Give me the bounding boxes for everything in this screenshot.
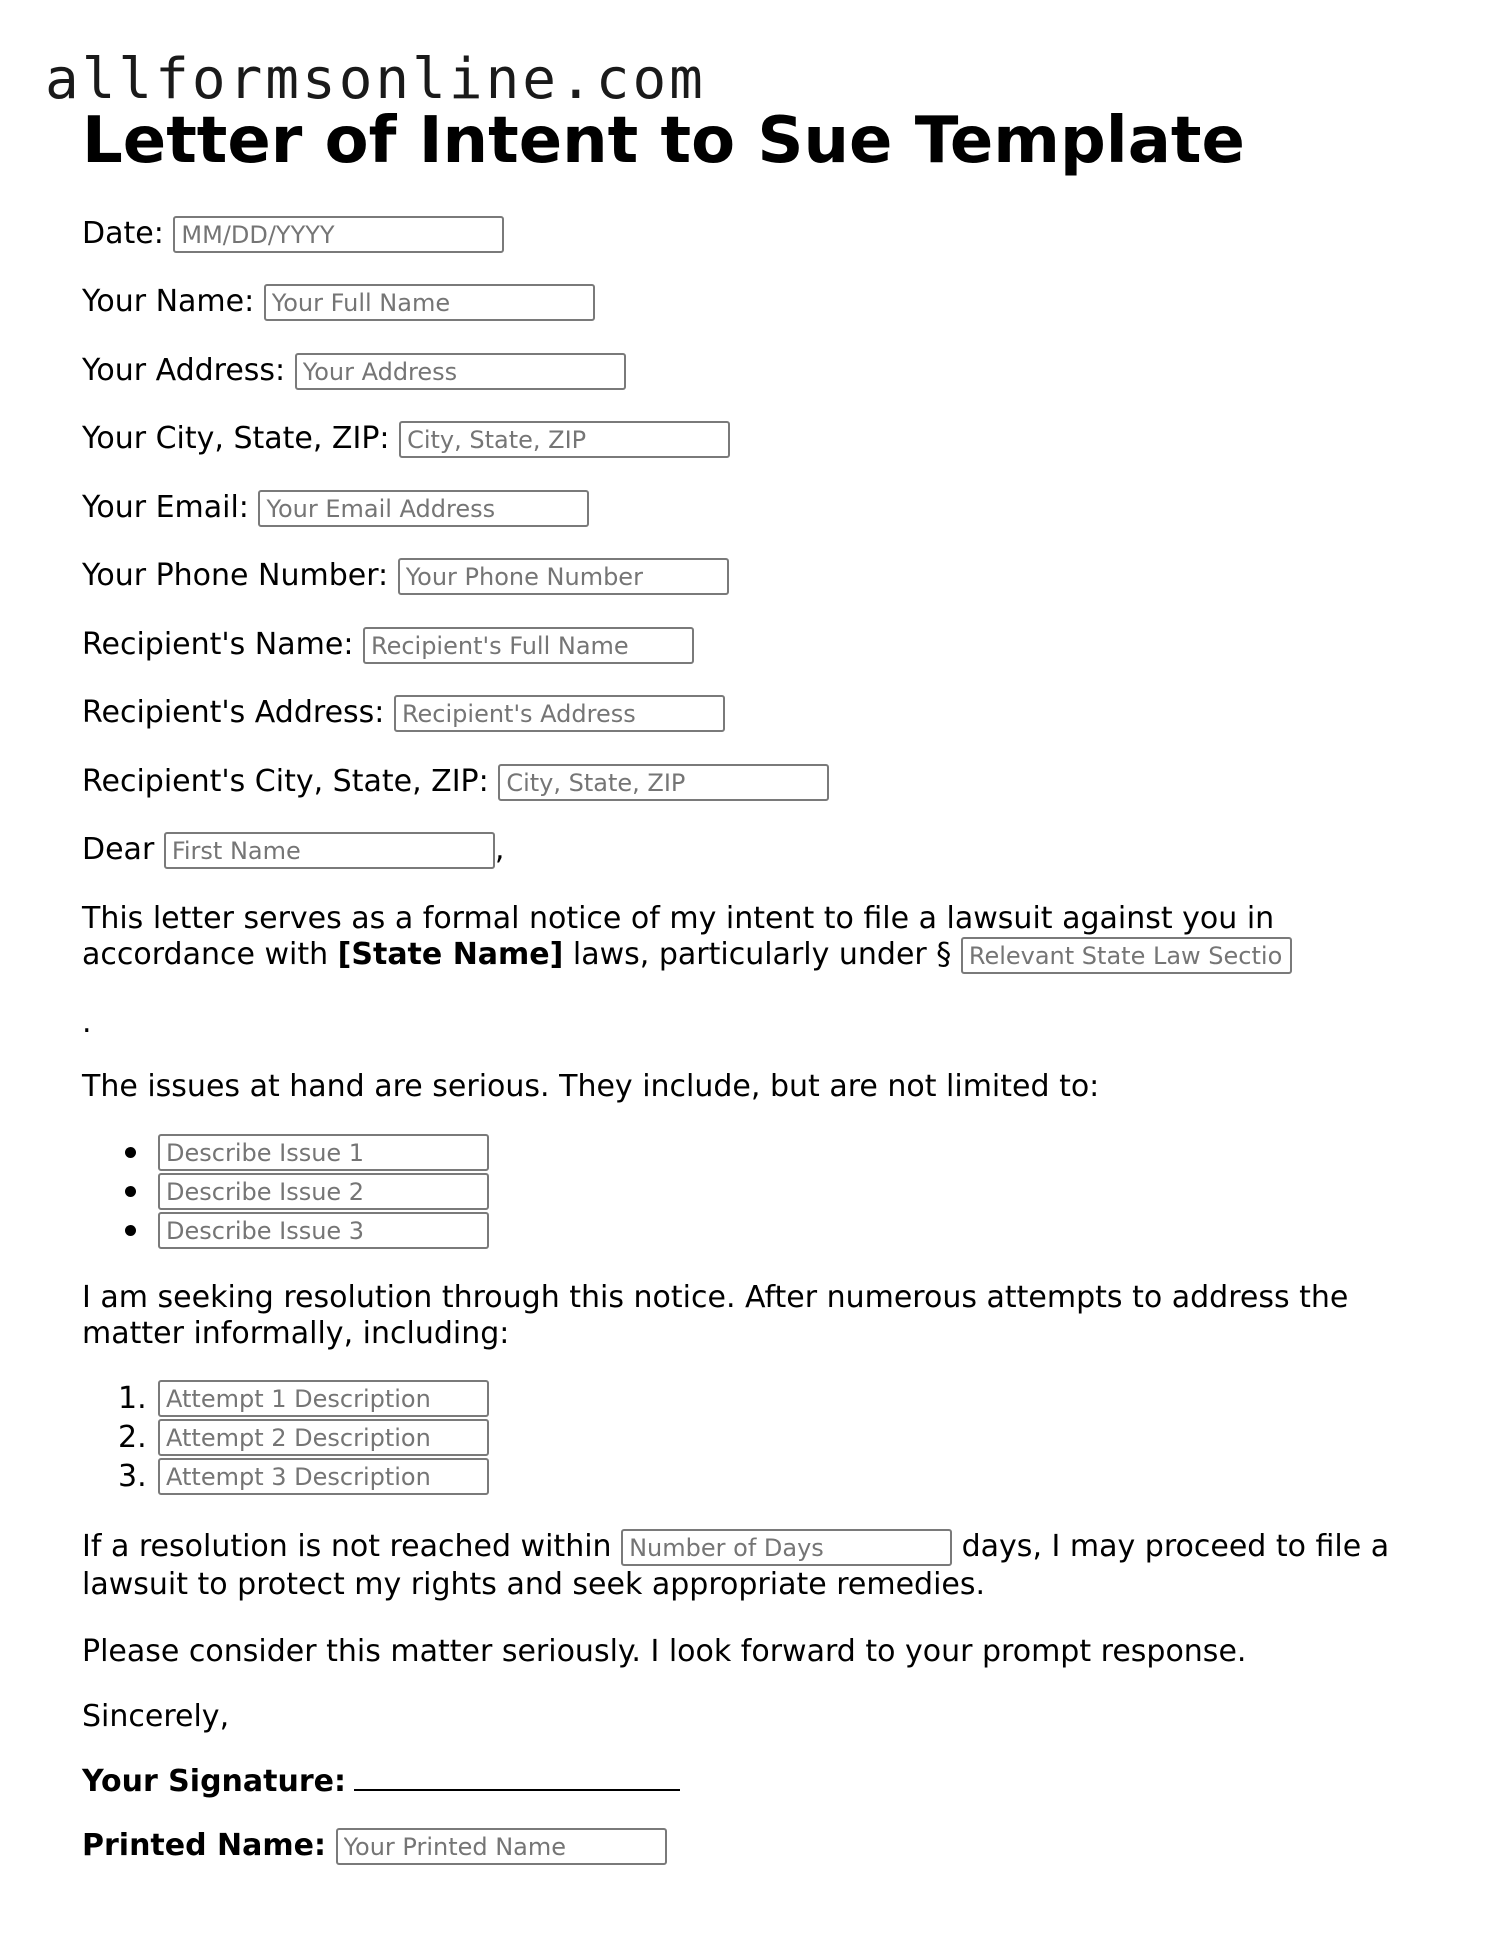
your-address-row [82, 353, 626, 390]
state-name-placeholder: [State Name] [337, 937, 564, 972]
attempt-3-field[interactable] [158, 1458, 489, 1495]
your-name-label: Your Name: [82, 284, 255, 319]
issue-2-field[interactable] [158, 1173, 489, 1210]
list-number: 3. [118, 1459, 147, 1494]
intro-paragraph [82, 901, 1422, 974]
recipient-city-field[interactable] [498, 764, 829, 801]
your-phone-label: Your Phone Number: [82, 558, 389, 593]
date-label: Date: [82, 216, 164, 251]
intro-text-2: laws, particularly under § [563, 937, 961, 972]
your-email-label: Your Email: [82, 490, 249, 525]
page-title: Letter of Intent to Sue Template [82, 104, 1245, 178]
bullet-icon [125, 1147, 136, 1158]
intro-text-1: This letter serves as a formal notice of my intent to file a lawsuit against you in accordance with [82, 901, 1275, 972]
recipient-city-label: Recipient's City, State, ZIP: [82, 764, 489, 799]
date-field[interactable] [173, 216, 504, 253]
your-city-field[interactable] [399, 421, 730, 458]
sign-off: Sincerely, [82, 1699, 230, 1734]
your-city-row [82, 421, 730, 458]
greeting-comma: , [494, 832, 505, 867]
printed-name-field[interactable] [336, 1828, 667, 1865]
recipient-first-name-field[interactable] [164, 832, 495, 869]
recipient-address-label: Recipient's Address: [82, 695, 385, 730]
issue-3-field[interactable] [158, 1212, 489, 1249]
recipient-address-row [82, 695, 725, 732]
printed-name-label: Printed Name: [82, 1828, 326, 1863]
deadline-text-1: If a resolution is not reached within [82, 1529, 622, 1564]
list-number: 1. [118, 1381, 147, 1416]
recipient-address-field[interactable] [394, 695, 725, 732]
your-address-label: Your Address: [82, 353, 286, 388]
your-city-label: Your City, State, ZIP: [82, 421, 390, 456]
recipient-name-row [82, 627, 694, 664]
issue-1-field[interactable] [158, 1134, 489, 1171]
your-email-field[interactable] [258, 490, 589, 527]
attempt-1-field[interactable] [158, 1380, 489, 1417]
attempts-intro: I am seeking resolution through this notice. After numerous attempts to address the matter informally, including: [82, 1280, 1349, 1351]
your-email-row [82, 490, 589, 527]
recipient-name-field[interactable] [363, 627, 694, 664]
signature-line[interactable] [354, 1763, 680, 1791]
attempt-2-field[interactable] [158, 1419, 489, 1456]
issues-intro: The issues at hand are serious. They include, but are not limited to: [82, 1069, 1100, 1104]
intro-trailing-period: . [82, 1005, 92, 1040]
signature-label: Your Signature: [82, 1764, 346, 1799]
your-phone-row [82, 558, 729, 595]
law-section-field[interactable] [961, 937, 1292, 974]
signature-row [82, 1763, 680, 1800]
recipient-name-label: Recipient's Name: [82, 627, 354, 662]
closing-request: Please consider this matter seriously. I look forward to your prompt response. [82, 1634, 1247, 1669]
list-number: 2. [118, 1420, 147, 1455]
your-address-field[interactable] [295, 353, 626, 390]
bullet-icon [125, 1225, 136, 1236]
deadline-text-2: days, I may proceed to file a lawsuit to protect my rights and seek appropriate remedies. [82, 1529, 1390, 1602]
printed-name-row [82, 1828, 667, 1865]
deadline-paragraph [82, 1528, 1422, 1603]
number-of-days-field[interactable] [621, 1529, 952, 1566]
bullet-icon [125, 1186, 136, 1197]
your-phone-field[interactable] [398, 558, 729, 595]
your-name-field[interactable] [264, 284, 595, 321]
recipient-city-row [82, 764, 829, 801]
site-watermark: allformsonline.com [45, 47, 706, 112]
your-name-row [82, 284, 595, 321]
date-row [82, 216, 504, 253]
greeting-row [82, 832, 504, 869]
greeting-prefix: Dear [82, 832, 155, 867]
